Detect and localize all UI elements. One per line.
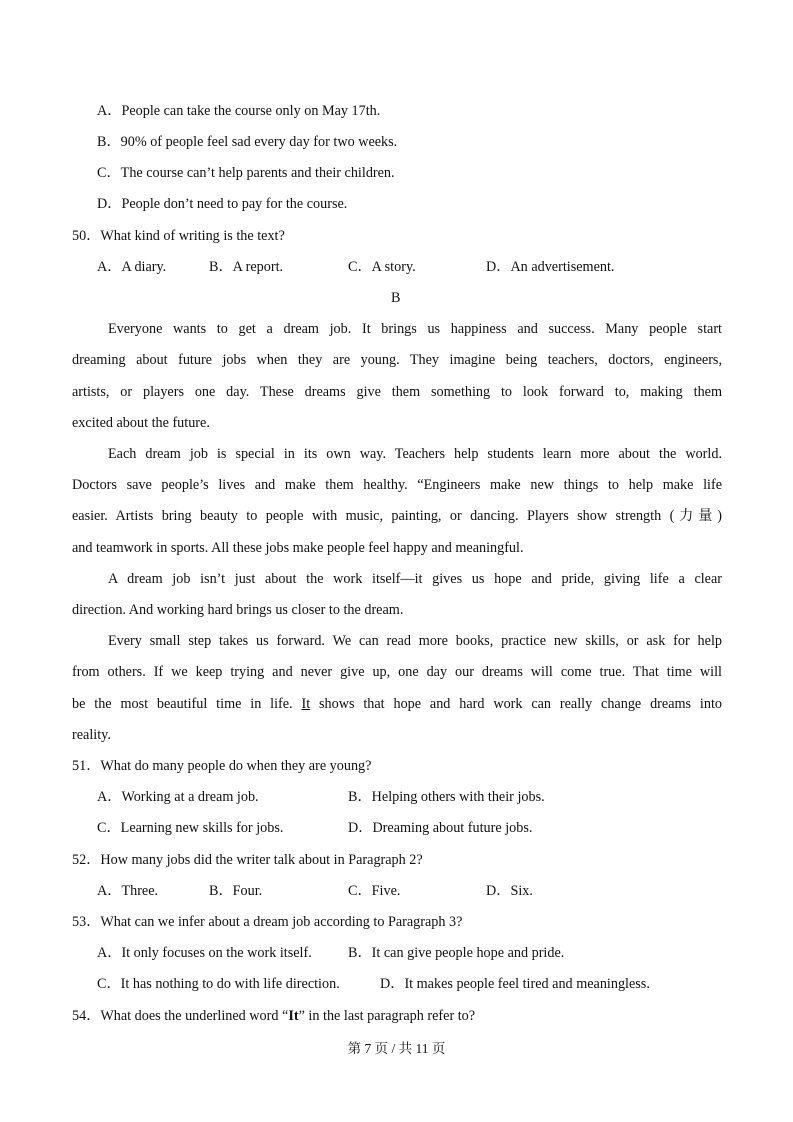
option-53b xyxy=(348,943,564,963)
option-letter: C． xyxy=(348,883,372,899)
option-letter: D． xyxy=(486,259,511,275)
passage-line: and teamwork in sports. All these jobs make people feel happy and meaningful. xyxy=(72,540,524,556)
passage-line: easier. Artists bring beauty to people with music, painting, or dancing. Players show strength (力量) xyxy=(72,508,722,524)
option-letter: C． xyxy=(348,259,372,275)
option-letter: B． xyxy=(348,789,372,805)
option-letter: B． xyxy=(97,134,121,150)
question-number: 50． xyxy=(72,228,101,244)
question-52 xyxy=(72,850,423,870)
question-number: 54． xyxy=(72,1008,101,1024)
option-text: It only focuses on the work itself. xyxy=(121,945,312,961)
question-51 xyxy=(72,756,371,776)
passage-line: direction. And working hard brings us closer to the dream. xyxy=(72,602,404,618)
question-50 xyxy=(72,226,285,246)
option-text: Six. xyxy=(510,883,533,899)
option-text: Learning new skills for jobs. xyxy=(120,820,284,836)
question-number: 52． xyxy=(72,852,101,868)
option-52a xyxy=(97,881,158,901)
option-49c xyxy=(97,163,395,183)
option-letter: B． xyxy=(348,945,372,961)
option-text: People can take the course only on May 17th. xyxy=(121,103,381,119)
option-52c xyxy=(348,881,400,901)
question-text: What do many people do when they are young? xyxy=(100,758,372,774)
option-letter: D． xyxy=(348,820,373,836)
passage-line: excited about the future. xyxy=(72,415,210,431)
question-text: What does the underlined word “ xyxy=(100,1008,289,1024)
option-letter: C． xyxy=(97,165,121,181)
option-text: The course can’t help parents and their children. xyxy=(120,165,395,181)
option-text: Five. xyxy=(371,883,401,899)
passage-line: reality. xyxy=(72,727,111,743)
page-footer: 第 7 页 / 共 11 页 xyxy=(347,1041,446,1056)
option-letter: A． xyxy=(97,103,122,119)
question-53 xyxy=(72,912,462,932)
question-number: 51． xyxy=(72,758,101,774)
option-49a xyxy=(97,101,380,121)
option-text: It makes people feel tired and meaningless. xyxy=(404,976,650,992)
option-text: It has nothing to do with life direction. xyxy=(120,976,340,992)
option-letter: C． xyxy=(97,820,121,836)
option-text: A story. xyxy=(371,259,416,275)
passage-text: shows that hope and hard work can really change dreams into xyxy=(310,696,722,712)
option-letter: A． xyxy=(97,883,122,899)
option-51d xyxy=(348,818,532,838)
option-letter: C． xyxy=(97,976,121,992)
option-text: An advertisement. xyxy=(510,259,615,275)
passage-line: Everyone wants to get a dream job. It brings us happiness and success. Many people start xyxy=(108,321,722,337)
option-50b xyxy=(209,257,283,277)
option-text: Four. xyxy=(232,883,263,899)
option-letter: B． xyxy=(209,259,233,275)
option-text: Dreaming about future jobs. xyxy=(372,820,533,836)
section-label: B xyxy=(391,290,401,306)
option-53c xyxy=(97,974,340,994)
option-text: People don’t need to pay for the course. xyxy=(121,196,348,212)
passage-line: Each dream job is special in its own way. Teachers help students learn more about the world. xyxy=(108,446,722,462)
option-letter: D． xyxy=(97,196,122,212)
passage-line-underlined xyxy=(72,694,722,714)
option-49b xyxy=(97,132,397,152)
bold-word: It xyxy=(288,1008,299,1024)
option-51c xyxy=(97,818,283,838)
question-number: 53． xyxy=(72,914,101,930)
passage-line: artists, or players one day. These dreams give them something to look forward to, making them xyxy=(72,384,722,400)
option-text: 90% of people feel sad every day for two weeks. xyxy=(120,134,398,150)
question-54 xyxy=(72,1006,475,1026)
passage-line: Doctors save people’s lives and make them healthy. “Engineers make new things to help make life xyxy=(72,477,722,493)
passage-line: dreaming about future jobs when they are young. They imagine being teachers, doctors, engineers, xyxy=(72,352,722,368)
option-letter: B． xyxy=(209,883,233,899)
option-53d xyxy=(380,974,650,994)
question-text: What can we infer about a dream job according to Paragraph 3? xyxy=(100,914,463,930)
option-49d xyxy=(97,194,347,214)
option-letter: D． xyxy=(380,976,405,992)
option-50a xyxy=(97,257,166,277)
passage-line: from others. If we keep trying and never give up, one day our dreams will come true. That time will xyxy=(72,664,722,680)
option-50d xyxy=(486,257,614,277)
option-letter: D． xyxy=(486,883,511,899)
option-text: Helping others with their jobs. xyxy=(371,789,545,805)
option-text: It can give people hope and pride. xyxy=(371,945,565,961)
passage-line: Every small step takes us forward. We can read more books, practice new skills, or ask for help xyxy=(108,633,722,649)
question-text: How many jobs did the writer talk about in Paragraph 2? xyxy=(100,852,423,868)
question-text: What kind of writing is the text? xyxy=(100,228,285,244)
option-53a xyxy=(97,943,312,963)
option-text: A diary. xyxy=(121,259,167,275)
option-text: A report. xyxy=(232,259,284,275)
passage-text: be the most beautiful time in life. xyxy=(72,696,302,712)
option-text: Working at a dream job. xyxy=(121,789,259,805)
option-52b xyxy=(209,881,262,901)
option-letter: A． xyxy=(97,259,122,275)
underlined-word: It xyxy=(301,696,311,712)
option-50c xyxy=(348,257,416,277)
option-text: Three. xyxy=(121,883,159,899)
option-51b xyxy=(348,787,545,807)
option-letter: A． xyxy=(97,789,122,805)
option-letter: A． xyxy=(97,945,122,961)
option-52d xyxy=(486,881,533,901)
option-51a xyxy=(97,787,259,807)
question-text: ” in the last paragraph refer to? xyxy=(298,1008,476,1024)
passage-line: A dream job isn’t just about the work itself—it gives us hope and pride, giving life a clear xyxy=(108,571,722,587)
